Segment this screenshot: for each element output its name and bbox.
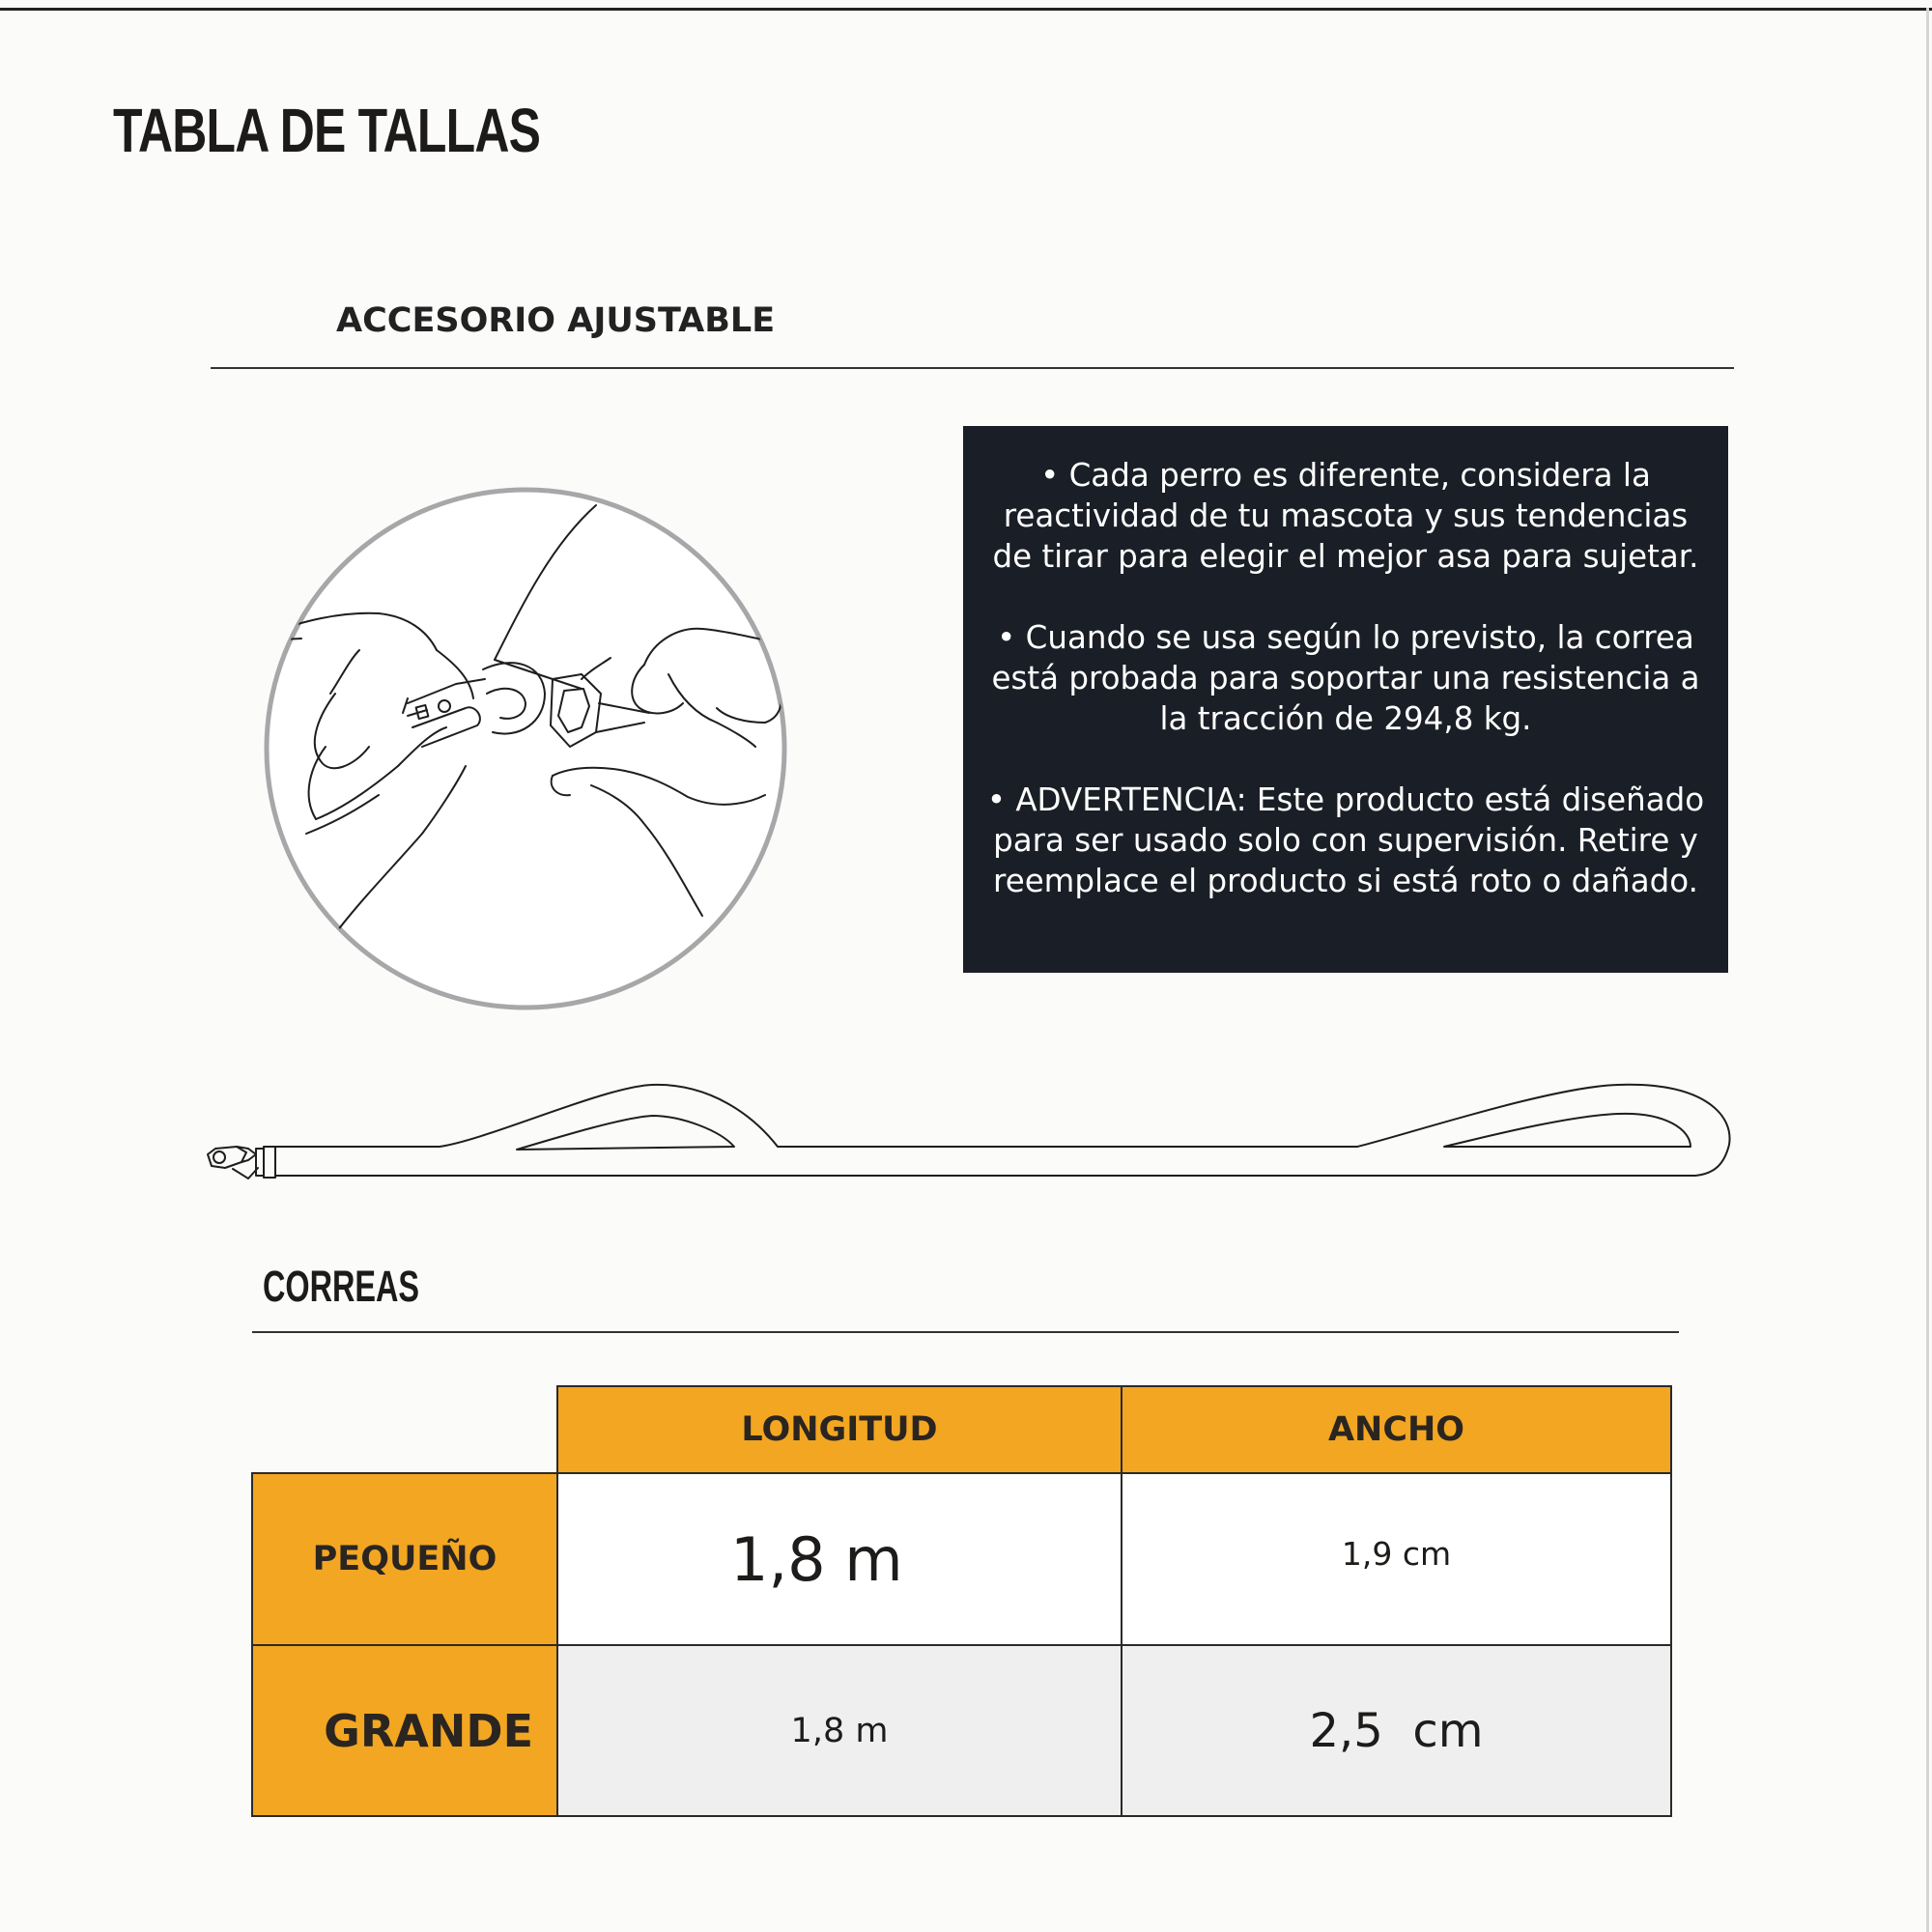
cell-large-width: 2,5 cm [1121,1644,1672,1817]
top-border [0,8,1932,11]
cell-small-width: 1,9 cm [1121,1472,1672,1646]
cell-small-length: 1,8 m [556,1472,1122,1646]
page-title: TABLA DE TALLAS [113,96,541,165]
accessory-heading: ACCESORIO AJUSTABLE [336,301,776,340]
row-label-small: PEQUEÑO [251,1472,558,1646]
cell-large-length: 1,8 m [556,1644,1122,1817]
column-header-length: LONGITUD [556,1385,1122,1474]
buckle-hands-illustration [263,486,789,1012]
straps-heading: CORREAS [263,1262,420,1311]
column-header-width: ANCHO [1121,1385,1672,1474]
info-note-strength: • Cuando se usa según lo previsto, la correa está probada para soportar una resistencia a la tracción de 294,8 kg. [991,619,1700,737]
info-note-warning: • ADVERTENCIA: Este producto está diseñado para ser usado solo con supervisión. Retire y reemplace el producto si está roto o dañado. [986,781,1705,899]
straps-divider [252,1331,1679,1333]
info-box [963,426,1728,973]
row-label-large: GRANDE [251,1644,558,1817]
leash-illustration [198,1077,1744,1193]
accessory-divider [211,367,1734,369]
right-border [1926,8,1929,1932]
info-note-reactivity: • Cada perro es diferente, considera la reactividad de tu mascota y sus tendencias de tirar para elegir el mejor asa para sujetar. [992,457,1699,575]
